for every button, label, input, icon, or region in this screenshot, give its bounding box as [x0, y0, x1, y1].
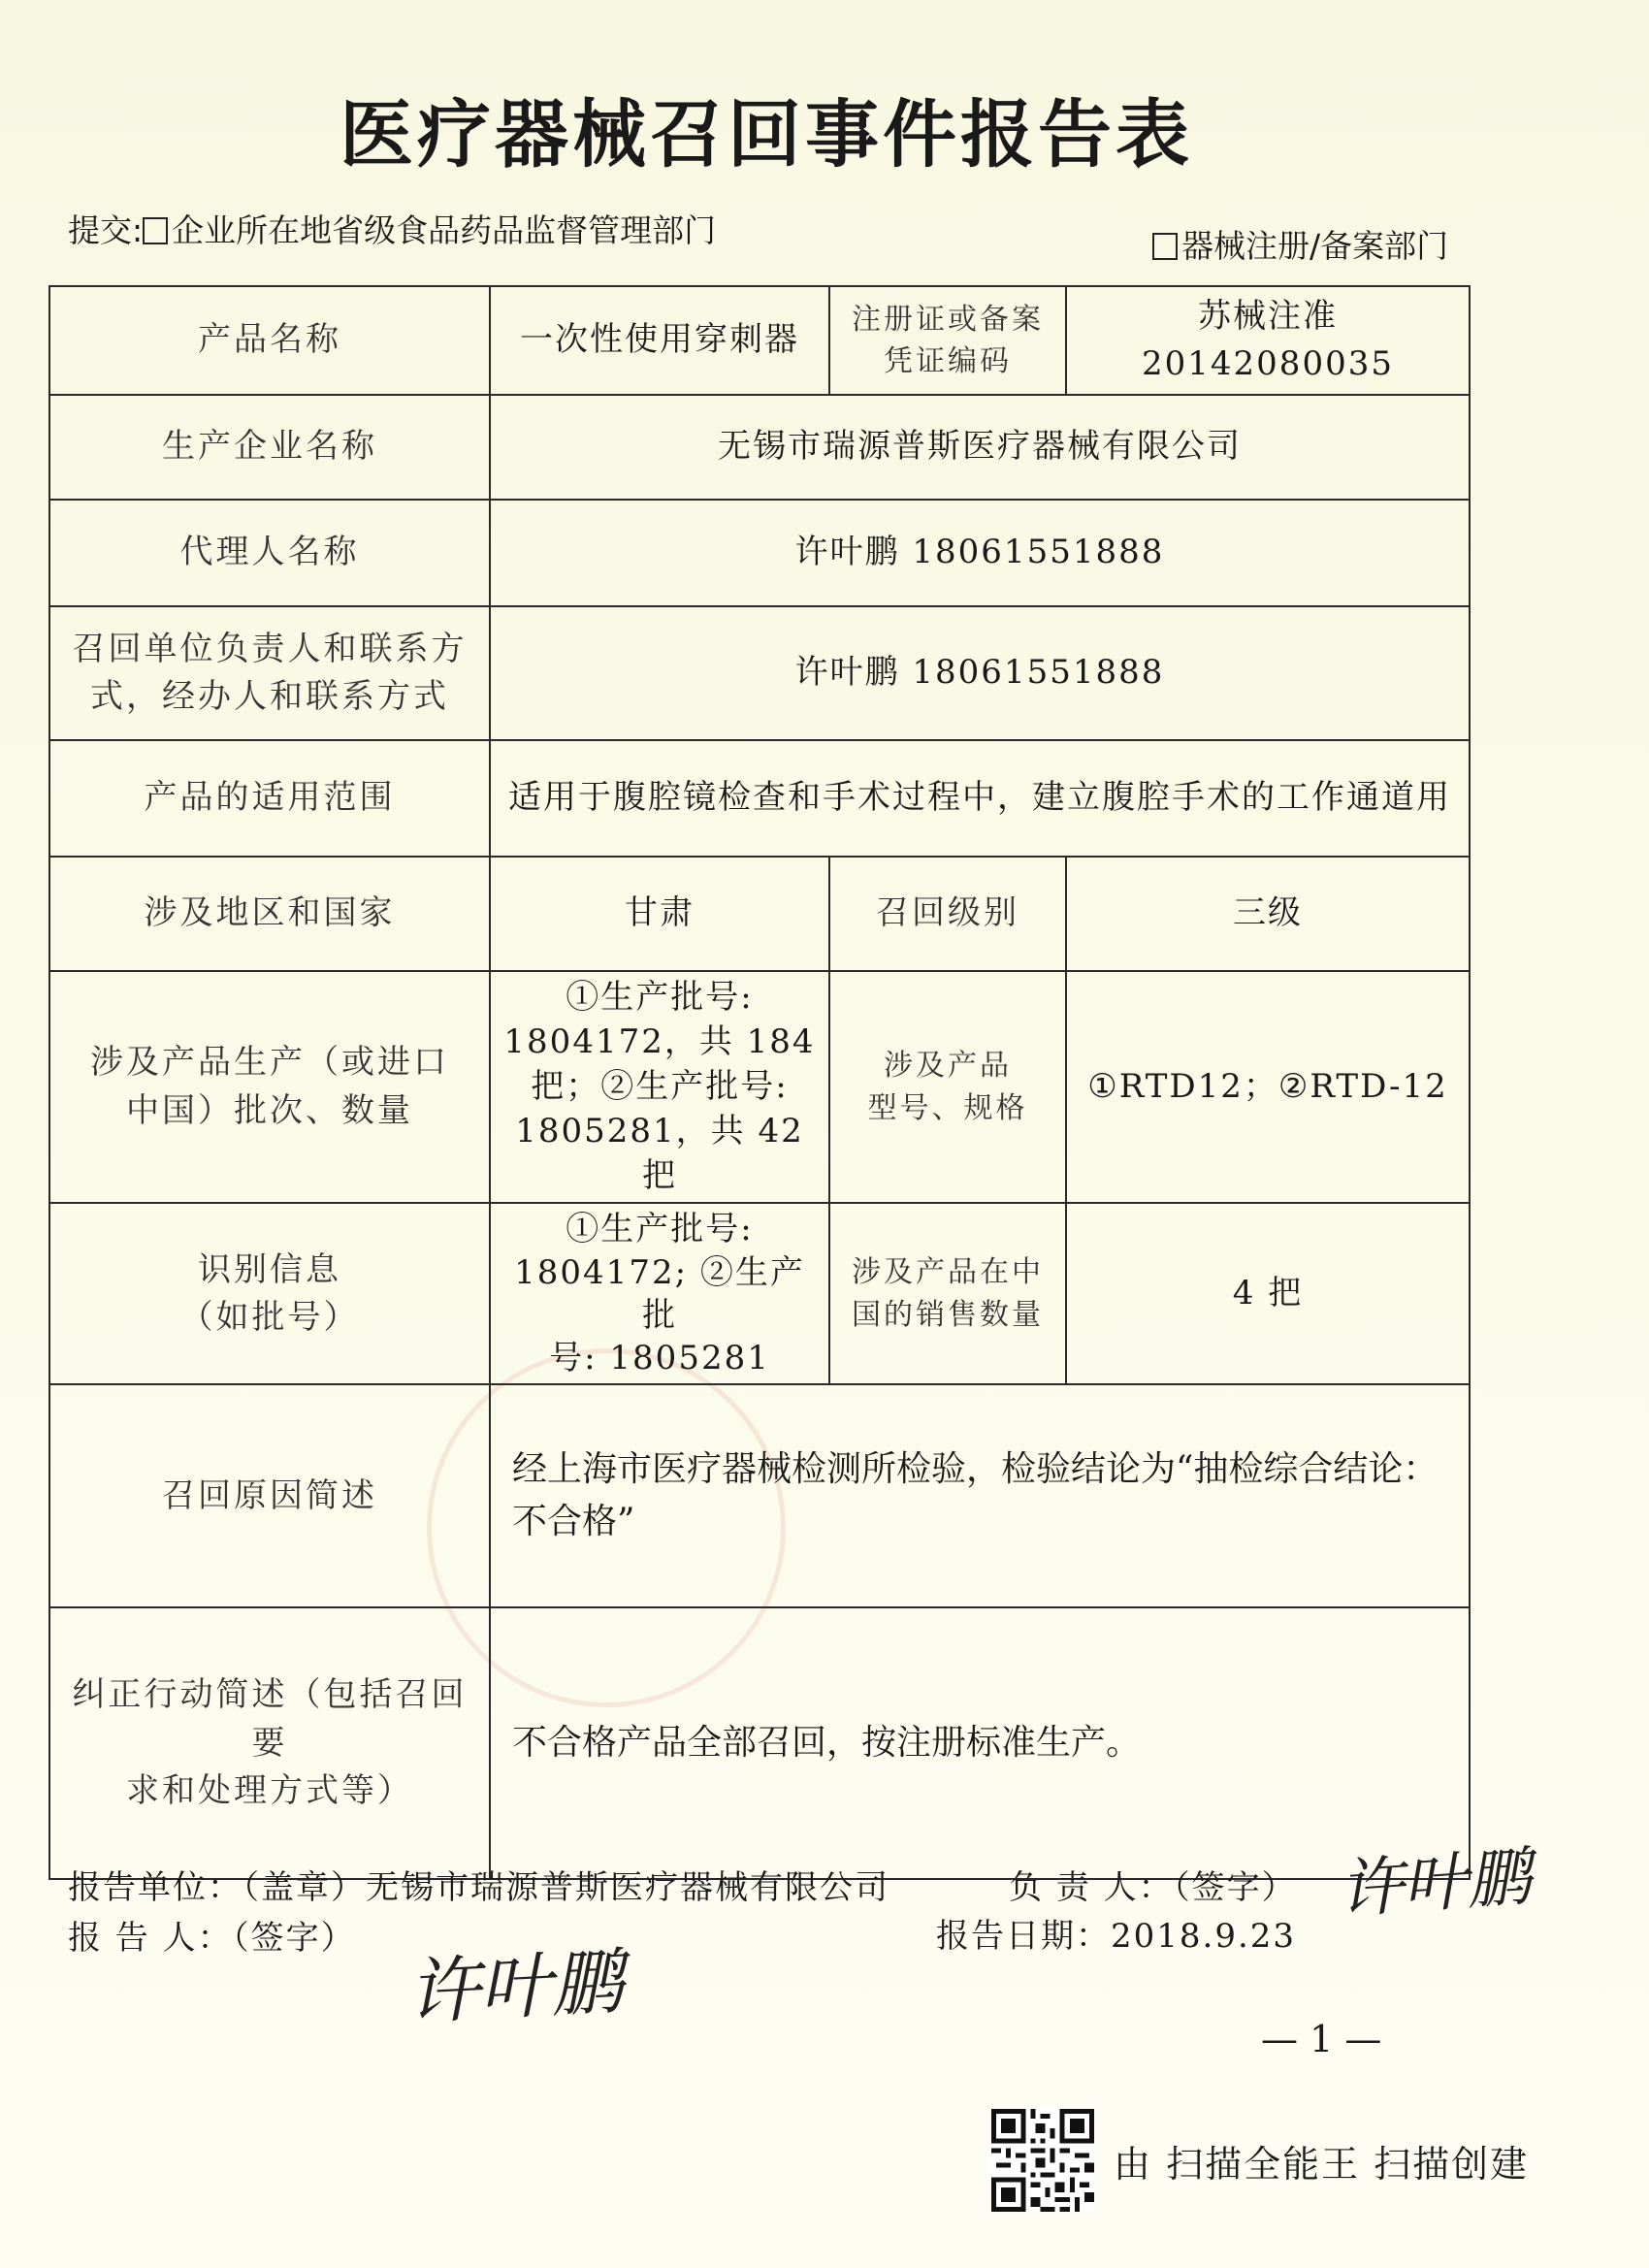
label-registration-line1: 注册证或备案: [852, 302, 1044, 337]
label-agent: 代理人名称: [49, 500, 490, 606]
label-batch-line2: 中国）批次、数量: [126, 1090, 413, 1130]
value-registration-number: 苏械注准 20142080035: [1066, 286, 1470, 395]
qr-code-icon: [991, 2109, 1094, 2212]
value-identification-line1: ①生产批号:: [566, 1210, 754, 1249]
label-recall-level: 召回级别: [829, 857, 1066, 971]
label-region: 涉及地区和国家: [49, 857, 490, 971]
label-sales-line2: 国的销售数量: [852, 1297, 1044, 1332]
label-scope: 产品的适用范围: [49, 740, 490, 857]
submit-prefix: 提交:: [68, 211, 144, 249]
value-identification-line3: 号: 1805281: [549, 1339, 770, 1378]
value-region: 甘肃: [490, 857, 829, 971]
label-contact-line1: 召回单位负责人和联系方: [72, 629, 468, 668]
value-batch-line3: 把；②生产批号:: [531, 1066, 789, 1106]
label-model-line1: 涉及产品: [884, 1049, 1012, 1084]
row-agent: [49, 500, 1470, 606]
value-identification: [490, 1203, 829, 1384]
submit-option-provincial: 企业所在地省级食品药品监督管理部门: [172, 211, 717, 249]
value-contact: 许叶鹏 18061551888: [490, 606, 1470, 740]
value-batch-line4: 1805281，共 42 把: [515, 1111, 804, 1195]
label-registration-line2: 凭证编码: [884, 344, 1012, 378]
signature-responsible: 许叶鹏: [1336, 1839, 1534, 1928]
row-product-name: [49, 286, 1470, 395]
label-contact: [49, 606, 490, 740]
row-reason: [49, 1384, 1470, 1607]
footer-reporter: 报 告 人：（签字）: [68, 1919, 356, 1958]
footer-responsible: 负 责 人：（签字）: [1009, 1868, 1297, 1907]
label-identification-line1: 识别信息: [198, 1249, 341, 1289]
value-model: ①RTD12；②RTD-12: [1066, 971, 1470, 1203]
row-action: [49, 1607, 1470, 1879]
label-registration: [829, 286, 1066, 395]
row-scope: [49, 740, 1470, 857]
page-number: — 1 —: [1261, 2018, 1382, 2060]
footer-report-unit: 报告单位：（盖章）无锡市瑞源普斯医疗器械有限公司: [68, 1868, 889, 1907]
signature-reporter: 许叶鹏: [405, 1940, 626, 2035]
value-reason: 经上海市医疗器械检测所检验，检验结论为“抽检综合结论：不合格”: [490, 1384, 1470, 1607]
label-model: [829, 971, 1066, 1203]
label-identification-line2: （如批号）: [179, 1297, 360, 1337]
recall-report-table: [48, 285, 1471, 1880]
label-product-name: 产品名称: [49, 286, 490, 395]
checkbox-provincial[interactable]: [143, 217, 168, 244]
label-reason: 召回原因简述: [49, 1384, 490, 1607]
label-batch-line1: 涉及产品生产（或进口: [90, 1043, 449, 1083]
label-contact-line2: 式，经办人和联系方式: [90, 677, 449, 716]
row-identification: [49, 1203, 1470, 1384]
value-identification-line2: 1804172; ②生产批: [514, 1252, 805, 1335]
submit-line-left: [68, 206, 716, 251]
row-manufacturer: [49, 395, 1470, 500]
checkbox-registration[interactable]: [1152, 233, 1178, 260]
row-batch: [49, 971, 1470, 1203]
value-agent: 许叶鹏 18061551888: [490, 500, 1470, 606]
label-identification: [49, 1203, 490, 1384]
page-title: 医疗器械召回事件报告表: [340, 91, 1193, 178]
value-batch: [490, 971, 829, 1203]
label-model-line2: 型号、规格: [867, 1090, 1028, 1125]
value-recall-level: 三级: [1066, 857, 1470, 971]
label-batch: [49, 971, 490, 1203]
submit-option-registration: 器械注册/备案部门: [1181, 227, 1449, 265]
row-region: [49, 857, 1470, 971]
value-action: 不合格产品全部召回，按注册标准生产。: [490, 1607, 1470, 1879]
label-sales-line1: 涉及产品在中: [852, 1255, 1044, 1290]
label-sales: [829, 1203, 1066, 1384]
value-batch-line1: ①生产批号:: [566, 978, 754, 1017]
value-product-name: 一次性使用穿刺器: [490, 286, 829, 395]
value-manufacturer: 无锡市瑞源普斯医疗器械有限公司: [490, 395, 1470, 500]
scanner-watermark-text: 由 扫描全能王 扫描创建: [1114, 2143, 1530, 2186]
label-action-line1: 纠正行动简述（包括召回要: [72, 1675, 468, 1763]
label-manufacturer: 生产企业名称: [49, 395, 490, 500]
row-contact: [49, 606, 1470, 740]
footer-report-date: 报告日期：2018.9.23: [936, 1917, 1297, 1956]
submit-line-right: [1152, 221, 1448, 267]
label-action: [49, 1607, 490, 1879]
value-batch-line2: 1804172，共 184: [503, 1021, 816, 1061]
value-scope: 适用于腹腔镜检查和手术过程中，建立腹腔手术的工作通道用: [490, 740, 1470, 857]
label-action-line2: 求和处理方式等）: [126, 1770, 413, 1810]
value-sales: 4 把: [1066, 1203, 1470, 1384]
